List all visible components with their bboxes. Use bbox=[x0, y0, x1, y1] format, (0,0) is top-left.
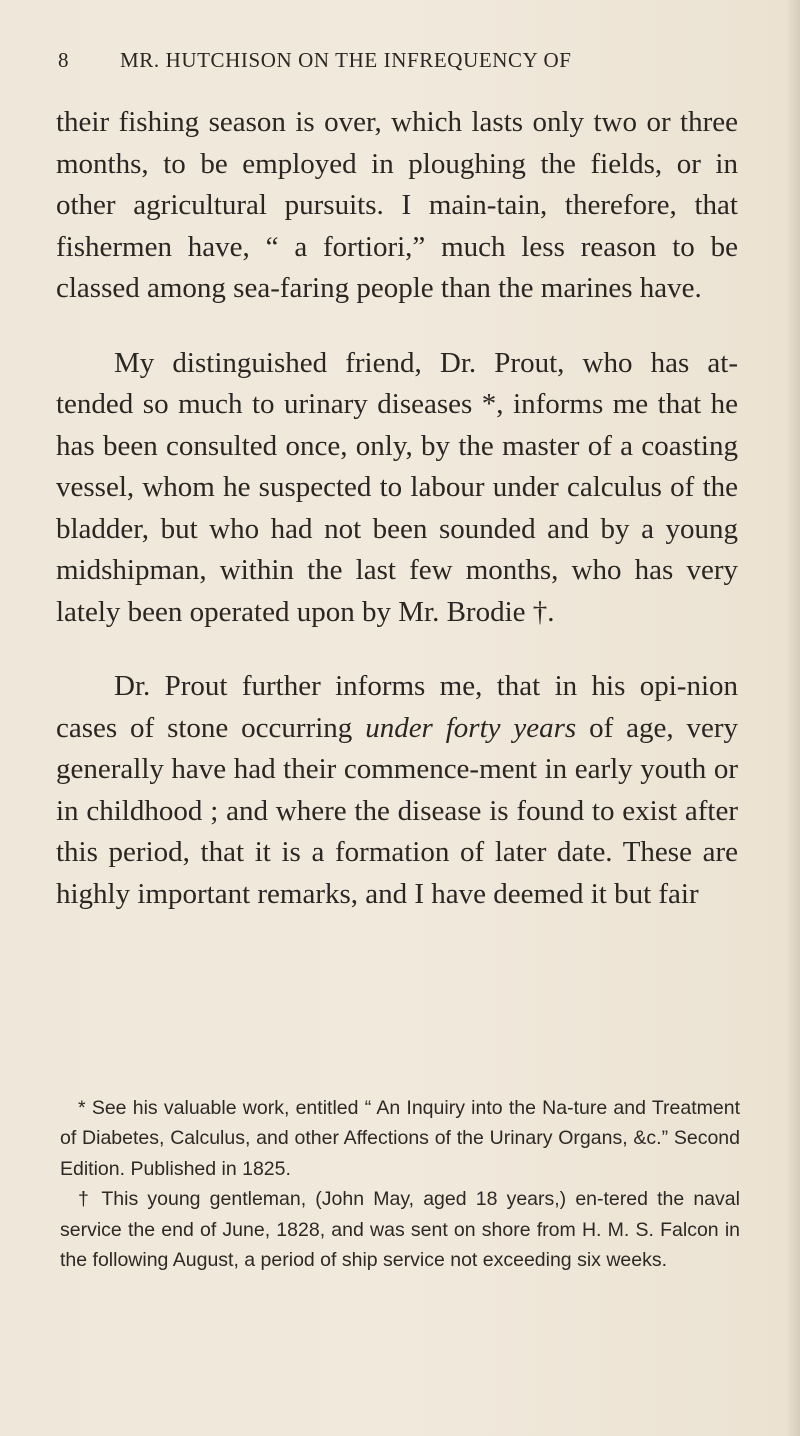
running-header bbox=[58, 48, 758, 73]
page-number: 8 bbox=[58, 48, 70, 72]
running-title: MR. HUTCHISON ON THE INFREQUENCY OF bbox=[120, 48, 572, 72]
paragraph-3-end: of age, very generally have had their commence-ment in early youth or in childhood ; and where the disease is found to exist after this period, that it is a formation of later date. These are highly important remarks, and I have deemed it but fair bbox=[56, 711, 738, 910]
paragraph-2: My distinguished friend, Dr. Prout, who has at-tended so much to urinary diseases *, informs me that he has been consulted once, only, by the master of a coasting vessel, whom he suspected to labour under calculus of the bladder, but who had not been sounded and by a young midshipman, within the last few months, who has very lately been operated upon by Mr. Brodie †. bbox=[56, 346, 738, 628]
paragraph-3-italic: under forty years bbox=[365, 711, 577, 744]
footnotes bbox=[60, 1093, 740, 1275]
footnote-asterisk: * See his valuable work, entitled “ An Inquiry into the Na-ture and Treatment of Diabetes, Calculus, and other Affections of the Urinary Organs, &c.” Second Edition. Published in 1825. bbox=[60, 1097, 740, 1180]
paragraph-1: their fishing season is over, which lasts only two or three months, to be employed in ploughing the fields, or in other agricultural pursuits. I main-tain, therefore, that fishermen have, “ a fortiori,” much less reason to be classed among sea-faring people than the marines have. bbox=[56, 106, 738, 304]
body-text bbox=[56, 102, 738, 915]
paragraph-3-start: Dr. Prout further informs me, that in his opi-nion cases of stone occurring bbox=[56, 670, 738, 744]
paragraph-3 bbox=[56, 666, 738, 915]
page-edge-shadow bbox=[786, 0, 800, 1436]
footnote-dagger: † This young gentleman, (John May, aged 18 years,) en-tered the naval service the end of June, 1828, and was sent on shore from H. M. S. Falcon in the following August, a period of ship service not exceeding six weeks. bbox=[60, 1188, 740, 1272]
